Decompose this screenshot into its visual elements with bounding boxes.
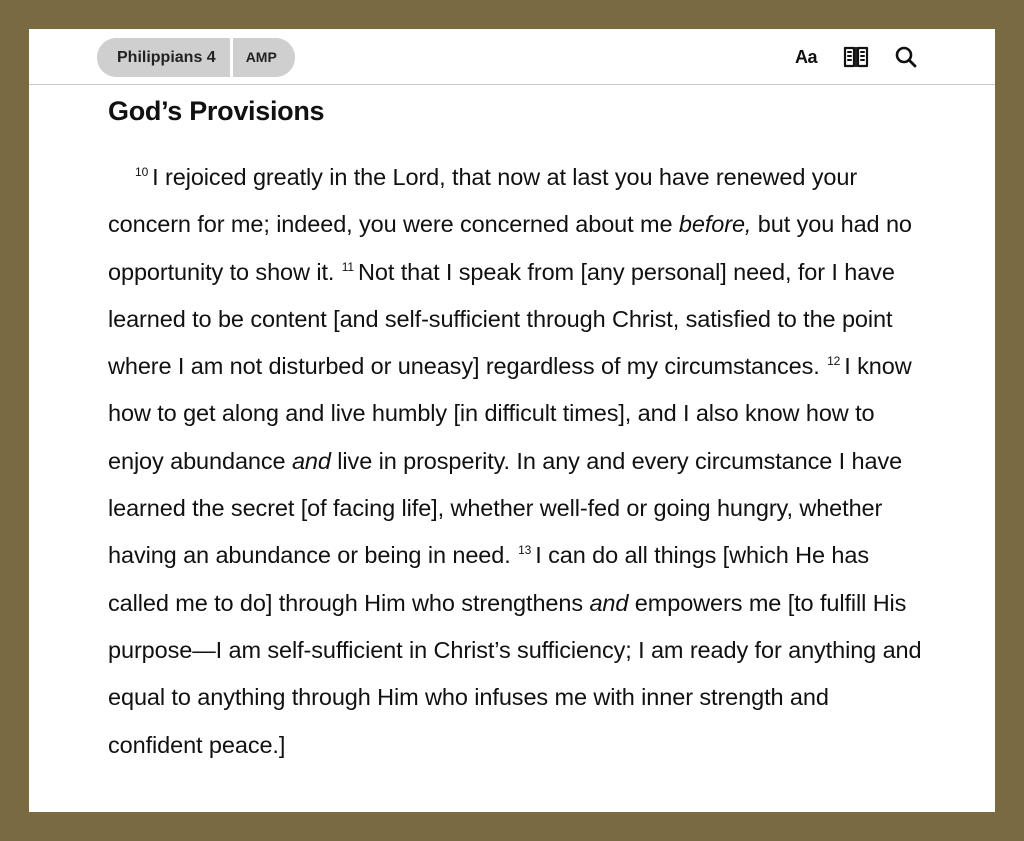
font-size-icon[interactable]: Aa xyxy=(794,46,817,67)
verse-text: but you had no opportunity to show it. xyxy=(108,211,912,285)
chapter-content xyxy=(108,85,928,769)
italic-supplied-word: and xyxy=(589,589,629,616)
verse-text: I rejoiced greatly in the Lord, that now at last you have renewed your concern for me; indeed, you were concerned about me xyxy=(108,164,858,238)
verse-text: I can do all things [which He has called me to do] through Him who strengthens xyxy=(108,542,869,616)
verse-text: I know how to get along and live humbly [in difficult times], and I also know how to enjoy abundance xyxy=(108,353,912,474)
verse-text: Not that I speak from [any personal] need, for I have learned to be content [and self-sufficient through Christ, satisfied to the point where I am not disturbed or uneasy] regardless of my circumstances. xyxy=(108,258,895,380)
italic-supplied-word: and xyxy=(291,447,331,474)
reference-selector xyxy=(97,38,295,77)
section-heading: God’s Provisions xyxy=(108,96,325,126)
verse-text: empowers me [to fulfill His purpose—I am self-sufficient in Christ’s sufficiency; I am ready for anything and equal to anything through Him who infuses me with inner strength and confident peace.] xyxy=(108,589,922,758)
top-toolbar xyxy=(29,29,995,85)
search-icon[interactable] xyxy=(893,43,919,71)
verse-number: 10 xyxy=(135,165,149,179)
reader-window xyxy=(29,29,995,812)
version-selector-button[interactable]: AMP xyxy=(233,38,295,77)
verse-number: 13 xyxy=(518,543,532,558)
verse-number: 12 xyxy=(827,354,841,369)
italic-supplied-word: before, xyxy=(678,211,752,238)
toolbar-actions xyxy=(793,43,919,71)
verse-number: 11 xyxy=(341,259,354,274)
verse-text: live in prosperity. In any and every circumstance I have learned the secret [of facing life], whether well-fed or going hungry, whether having an abundance or being in need. xyxy=(108,447,903,569)
parallel-bible-icon[interactable] xyxy=(843,43,869,71)
passage-text[interactable] xyxy=(108,154,928,769)
chapter-selector-button[interactable]: Philippians 4 xyxy=(97,38,230,77)
